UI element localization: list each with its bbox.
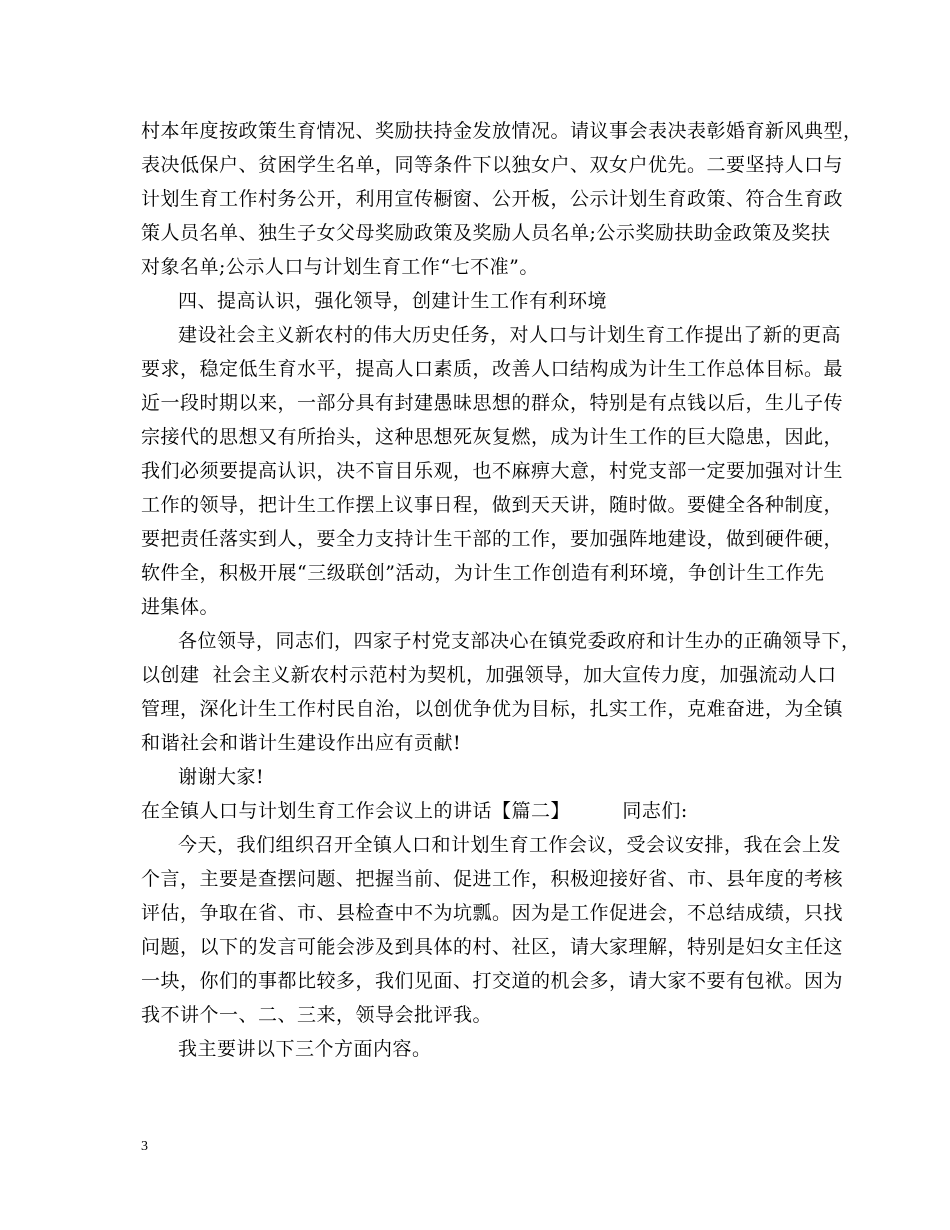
body-line: 软件全，积极开展“三级联创”活动，为计生工作创造有利环境，争创计生工作先 — [141, 562, 825, 584]
body-line: 问题，以下的发言可能会涉及到具体的村、社区，请大家理解，特别是妇女主任这 — [141, 936, 844, 958]
body-line: 各位领导，同志们，四家子村党支部决心在镇党委政府和计生办的正确领导下， — [178, 630, 861, 652]
body-line: 策人员名单、独生子女父母奖励政策及奖励人员名单;公示奖励扶助金政策及奖扶 — [141, 222, 831, 244]
body-line: 今天，我们组织召开全镇人口和计划生育工作会议，受会议安排，我在会上发 — [178, 834, 842, 856]
body-line: 计划生育工作村务公开，利用宣传橱窗、公开板，公示计划生育政策、符合生育政 — [141, 188, 844, 210]
body-line: 工作的领导，把计生工作摆上议事日程，做到天天讲，随时做。要健全各种制度， — [141, 494, 844, 516]
body-line: 要把责任落实到人，要全力支持计生干部的工作，要加强阵地建设，做到硬件硬， — [141, 528, 844, 550]
body-line: 我们必须要提高认识，决不盲目乐观，也不麻痹大意，村党支部一定要加强对计生 — [141, 460, 844, 482]
body-line: 村本年度按政策生育情况、奖励扶持金发放情况。请议事会表决表彰婚育新风典型， — [141, 120, 863, 142]
page-number: 3 — [141, 1139, 148, 1154]
body-line: 评估，争取在省、市、县检查中不为坑瓢。因为是工作促进会，不总结成绩，只找 — [141, 902, 844, 924]
body-line: 宗接代的思想又有所抬头，这种思想死灰复燃，成为计生工作的巨大隐患，因此， — [141, 426, 844, 448]
body-line: 和谐社会和谐计生建设作出应有贡献! — [141, 732, 462, 754]
body-line: 谢谢大家! — [178, 766, 265, 788]
section-title: 在全镇人口与计划生育工作会议上的讲话【篇二】 同志们: — [141, 800, 688, 822]
body-line: 近一段时期以来，一部分具有封建愚昧思想的群众，特别是有点钱以后，生儿子传 — [141, 392, 844, 414]
body-line: 表决低保户、贫困学生名单，同等条件下以独女户、双女户优先。二要坚持人口与 — [141, 154, 844, 176]
body-line: 我主要讲以下三个方面内容。 — [178, 1038, 432, 1060]
body-line: 要求，稳定低生育水平，提高人口素质，改善人口结构成为计生工作总体目标。最 — [141, 358, 844, 380]
body-line: 一块，你们的事都比较多，我们见面、打交道的机会多，请大家不要有包袱。因为 — [141, 970, 844, 992]
section-heading: 四、提高认识，强化领导，创建计生工作有利环境 — [178, 290, 608, 312]
body-line: 我不讲个一、二、三来，领导会批评我。 — [141, 1004, 493, 1026]
body-line: 对象名单;公示人口与计划生育工作“七不准”。 — [141, 256, 539, 278]
body-line: 个言，主要是查摆问题、把握当前、促进工作，积极迎接好省、市、县年度的考核 — [141, 868, 844, 890]
body-line: 管理，深化计生工作村民自治，以创优争优为目标，扎实工作，克难奋进，为全镇 — [141, 698, 844, 720]
body-line: 建设社会主义新农村的伟大历史任务，对人口与计划生育工作提出了新的更高 — [178, 324, 842, 346]
body-line: 进集体。 — [141, 596, 220, 618]
body-line: 以创建 社会主义新农村示范村为契机，加强领导，加大宣传力度，加强流动人口 — [141, 664, 837, 686]
